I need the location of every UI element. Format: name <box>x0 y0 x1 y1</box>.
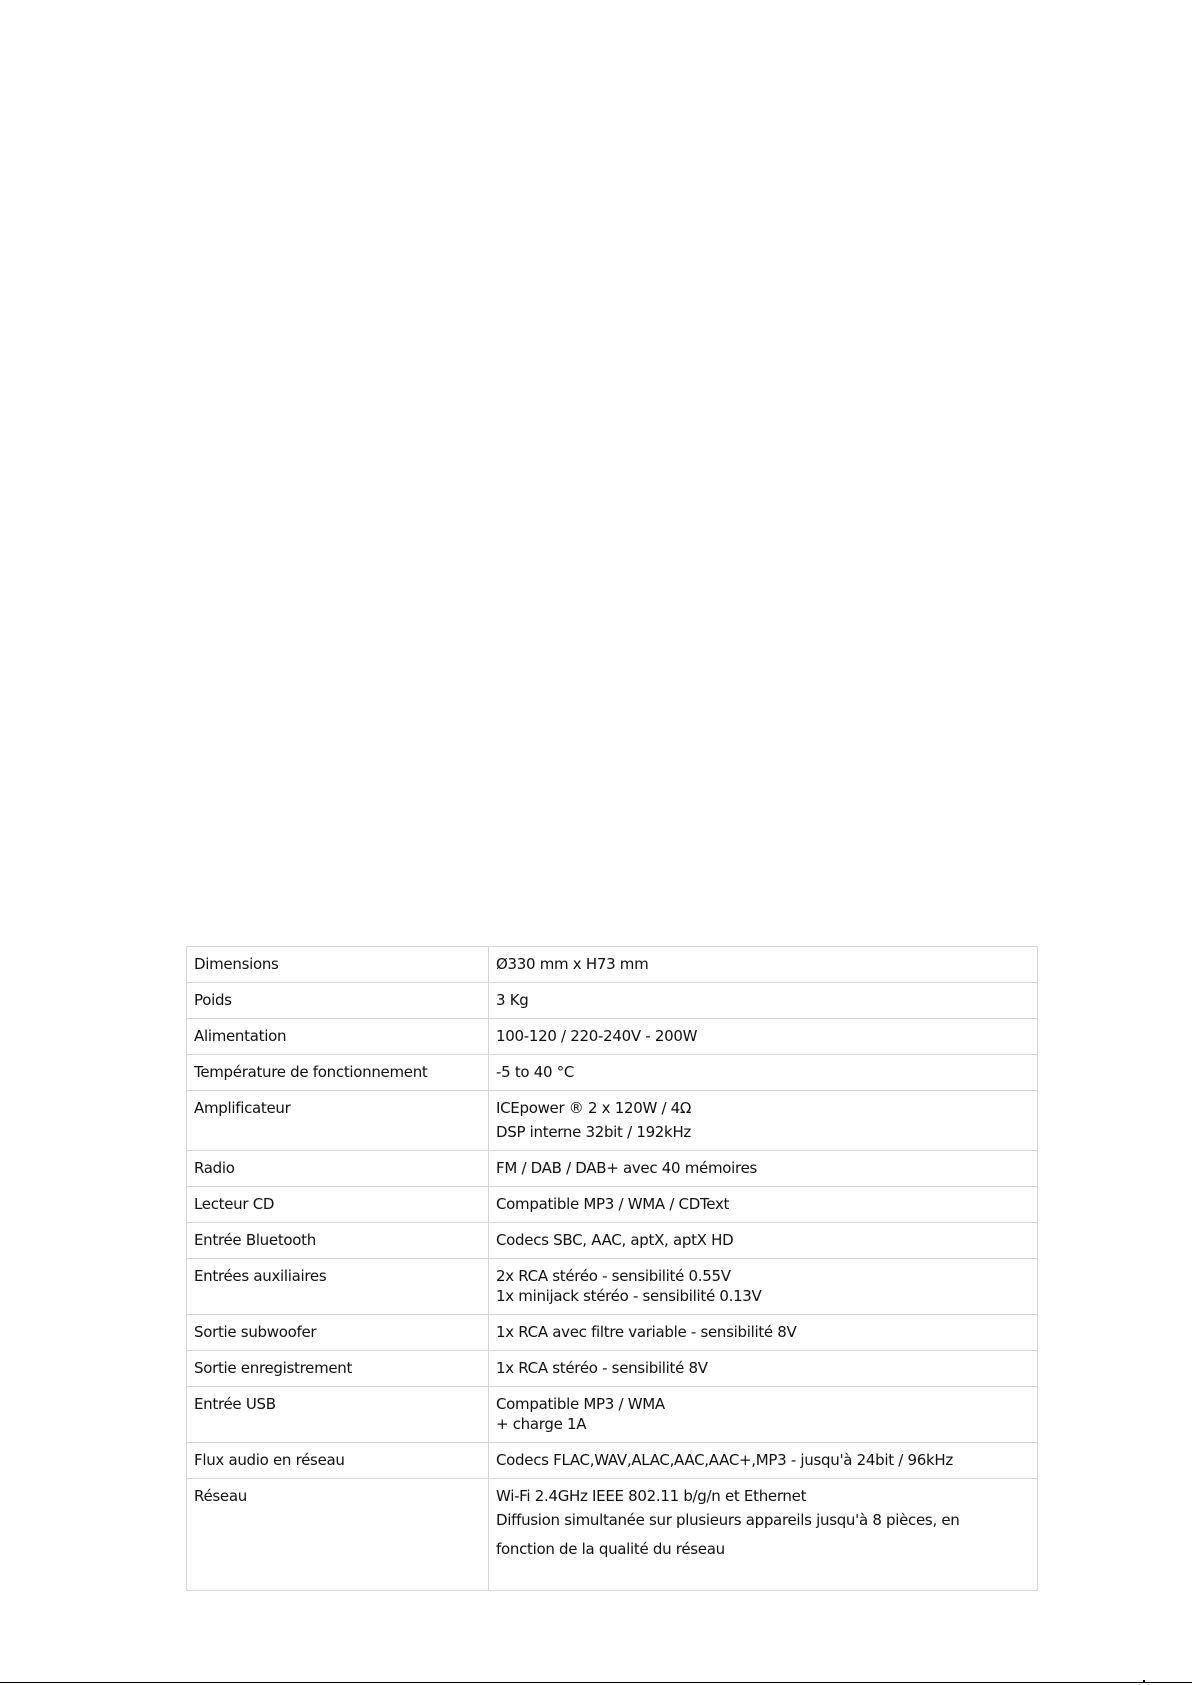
spec-table <box>186 946 1038 1591</box>
spec-label: Poids <box>187 983 489 1019</box>
spec-value-line: 1x RCA avec filtre variable - sensibilité 8V <box>496 1323 797 1341</box>
table-row <box>187 1479 1038 1591</box>
spec-value <box>489 1055 1038 1091</box>
spec-value <box>489 947 1038 983</box>
table-row <box>187 947 1038 983</box>
spec-value <box>489 1479 1038 1591</box>
spec-value-line: + charge 1A <box>496 1415 587 1433</box>
table-row <box>187 1315 1038 1351</box>
spec-label: Alimentation <box>187 1019 489 1055</box>
spec-value <box>489 1019 1038 1055</box>
table-row <box>187 983 1038 1019</box>
spec-value <box>489 1443 1038 1479</box>
spec-value-line: 100-120 / 220-240V - 200W <box>496 1027 698 1045</box>
table-row <box>187 1187 1038 1223</box>
spec-value <box>489 1387 1038 1443</box>
spec-label: Entrée Bluetooth <box>187 1223 489 1259</box>
table-row <box>187 1223 1038 1259</box>
spec-label: Entrée USB <box>187 1387 489 1443</box>
spec-label: Lecteur CD <box>187 1187 489 1223</box>
spec-value-line: Compatible MP3 / WMA <box>496 1395 665 1413</box>
spec-value-line: Wi-Fi 2.4GHz IEEE 802.11 b/g/n et Ethernet <box>496 1487 807 1505</box>
spec-value <box>489 1315 1038 1351</box>
spec-label: Sortie subwoofer <box>187 1315 489 1351</box>
spec-value-line: 2x RCA stéréo - sensibilité 0.55V <box>496 1267 731 1285</box>
spec-value <box>489 1223 1038 1259</box>
spec-label: Amplificateur <box>187 1091 489 1151</box>
spec-value <box>489 1351 1038 1387</box>
spec-value-line: fonction de la qualité du réseau <box>496 1540 725 1558</box>
spec-value <box>489 1187 1038 1223</box>
page-corner-mark <box>1143 1680 1145 1682</box>
table-row <box>187 1091 1038 1151</box>
spec-value <box>489 1259 1038 1315</box>
spec-value-line: Codecs SBC, AAC, aptX, aptX HD <box>496 1231 734 1249</box>
spec-value-line: Codecs FLAC,WAV,ALAC,AAC,AAC+,MP3 - jusqu'à 24bit / 96kHz <box>496 1451 953 1469</box>
spec-value-line: Diffusion simultanée sur plusieurs appareils jusqu'à 8 pièces, en <box>496 1511 960 1529</box>
spec-value <box>489 983 1038 1019</box>
spec-value-line: 3 Kg <box>496 991 529 1009</box>
page-bottom-rule <box>0 1682 1192 1683</box>
spec-label: Dimensions <box>187 947 489 983</box>
table-row <box>187 1387 1038 1443</box>
table-row <box>187 1055 1038 1091</box>
spec-label: Radio <box>187 1151 489 1187</box>
spec-label: Flux audio en réseau <box>187 1443 489 1479</box>
spec-value <box>489 1151 1038 1187</box>
spec-label: Réseau <box>187 1479 489 1591</box>
spec-value-line: 1x RCA stéréo - sensibilité 8V <box>496 1359 708 1377</box>
table-row <box>187 1351 1038 1387</box>
spec-value-line: FM / DAB / DAB+ avec 40 mémoires <box>496 1159 758 1177</box>
table-row <box>187 1151 1038 1187</box>
spec-value-line: Ø330 mm x H73 mm <box>496 955 649 973</box>
spec-label: Température de fonctionnement <box>187 1055 489 1091</box>
spec-value <box>489 1091 1038 1151</box>
table-row <box>187 1443 1038 1479</box>
table-row <box>187 1259 1038 1315</box>
spec-label: Sortie enregistrement <box>187 1351 489 1387</box>
spec-value-line: 1x minijack stéréo - sensibilité 0.13V <box>496 1287 762 1305</box>
spec-label: Entrées auxiliaires <box>187 1259 489 1315</box>
spec-value-line: ICEpower ® 2 x 120W / 4Ω <box>496 1099 692 1117</box>
spec-value-line: Compatible MP3 / WMA / CDText <box>496 1195 730 1213</box>
spec-value-line: DSP interne 32bit / 192kHz <box>496 1123 691 1141</box>
spec-value-line: -5 to 40 °C <box>496 1063 575 1081</box>
table-row <box>187 1019 1038 1055</box>
